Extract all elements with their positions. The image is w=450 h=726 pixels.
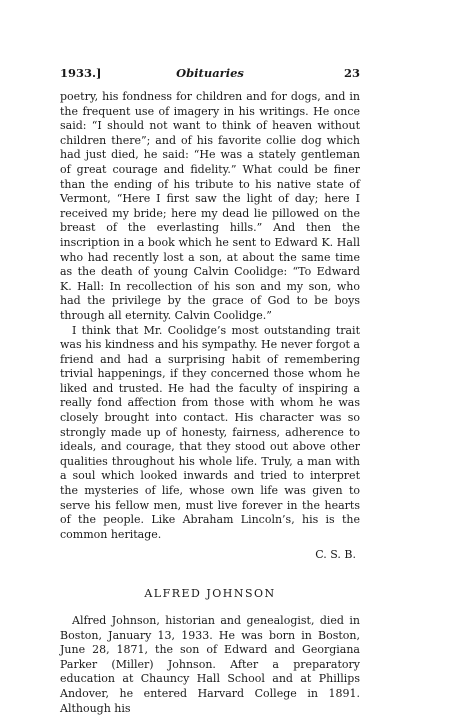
paragraph-poetry: poetry, his fondness for children and for dogs, and in the frequent use of imagery in his writings. He once said: “I should not want to think of heaven without children there”; and of his favorite collie dog which had just died, he said: “He was a stately gentleman of great courage and fidelity.” What could be finer than the ending of his tribute to his native state of Vermont, “Here I first saw the light of day; here I received my bride; here my dead lie pillowed on the breast of the everlasting hills.” And then the inscription in a book which he sent to Edward K. Hall who had recently lost a son, at about the same time as the death of young Calvin Coolidge: “To Edward K. Hall: In recollection of his son and my son, who had the privilege by the grace of God to be boys through all eternity. Calvin Coolidge.” — [60, 90, 360, 322]
paragraph-alfred-johnson: Alfred Johnson, historian and genealogist, died in Boston, January 13, 1933. He was born in Boston, June 28, 1871, the son of Edward and Georgiana Parker (Miller) Johnson. After a preparatory education at Chauncy Hall School and at Phillips Andover, he entered Harvard College in 1891. Although his — [60, 614, 360, 715]
author-initials: C. S. B. — [315, 548, 356, 562]
page — [60, 66, 360, 716]
running-head — [60, 66, 360, 84]
header-year: 1933.] — [60, 66, 102, 80]
section-title: ALFRED JOHNSON — [144, 587, 276, 600]
header-title: Obituaries — [176, 66, 244, 80]
page-number: 23 — [343, 66, 360, 80]
paragraph-kindness: I think that Mr. Coolidge’s most outstanding trait was his kindness and his sympathy. He never forgot a friend and had a surprising habit of remembering trivial happenings, if they concerned those whom he liked and trusted. He had the faculty of inspiring a really fond affection from those with whom he was closely brought into contact. His character was so strongly made up of honesty, fairness, adherence to ideals, and courage, that they stood out above other qualities throughout his whole life. Truly, a man with a soul which looked inwards and tried to interpret the mysteries of life, whose own life was given to serve his fellow men, must live forever in the hearts of the people. Like Abraham Lincoln’s, his is the common heritage. — [60, 323, 360, 541]
